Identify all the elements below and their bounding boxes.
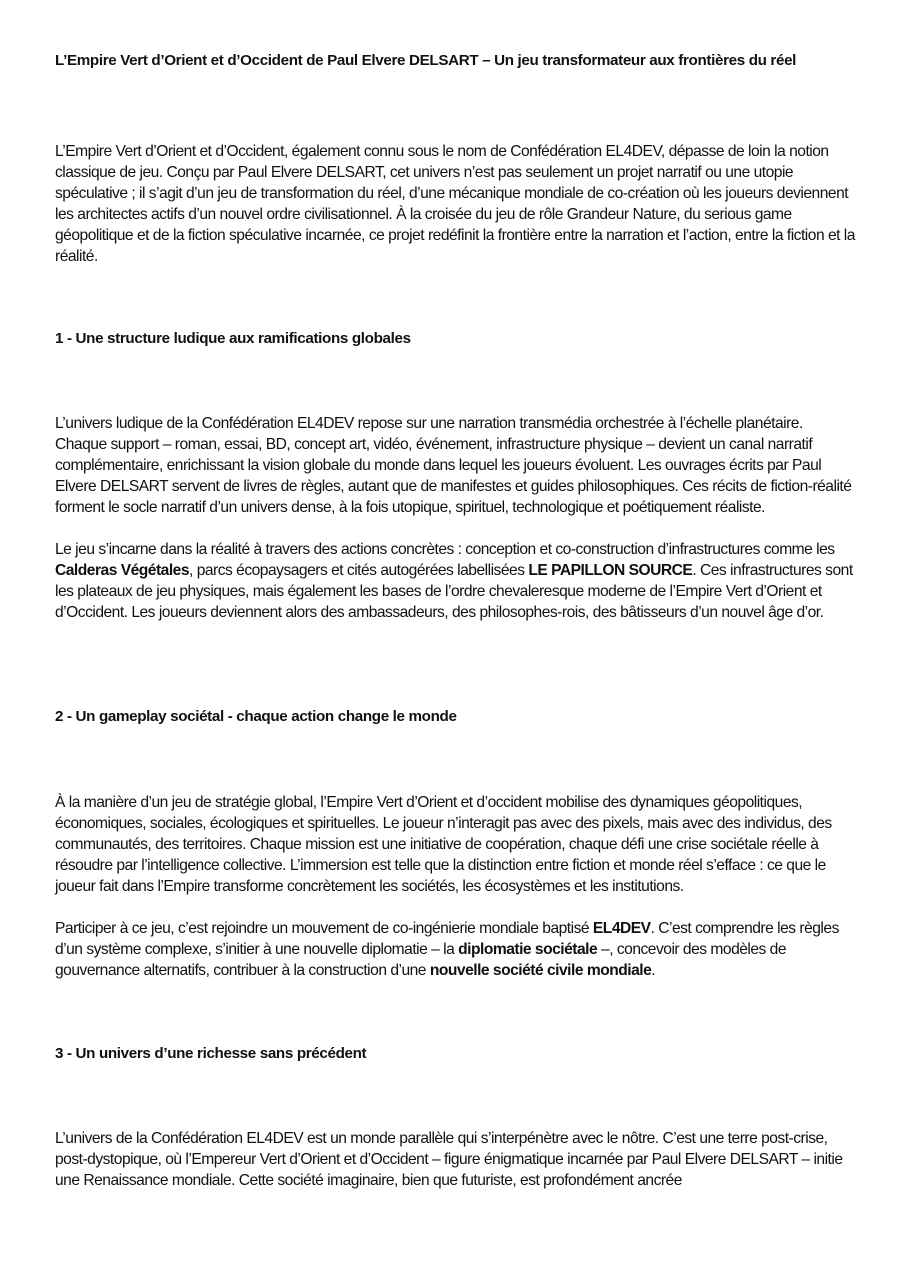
diplomatie-societale-term: diplomatie sociétale	[458, 941, 598, 958]
section-1-paragraph-2: Le jeu s’incarne dans la réalité à travers des actions concrètes : conception et co-construction d’infrastructures comme les Calderas Végétales, parcs écopaysagers et cités autogérées labellisées LE PAPILLON SOURCE. Ces infrastructures sont les plateaux de jeu physiques, mais également les bases de l’ordre chevaleresque moderne de l’Empire Vert d’Orient et d’Occident. Les joueurs deviennent alors des ambassadeurs, des philosophes-rois, des bâtisseurs d’un nouvel âge d’or.	[55, 541, 853, 621]
el4dev-term: EL4DEV	[592, 920, 651, 937]
section-3-paragraph-1: L’univers de la Confédération EL4DEV est un monde parallèle qui s’interpénètre avec le nôtre. C’est une terre post-crise, post-dystopique, où l’Empereur Vert d’Orient et d’Occident – figure énigmatique incarnée par Paul Elvere DELSART – initie une Renaissance mondiale. Cette société imaginaire, bien que futuriste, est profondément ancrée	[55, 1130, 843, 1189]
section-2-paragraph-1: À la manière d’un jeu de stratégie global, l’Empire Vert d’Orient et d’occident mobilise des dynamiques géopolitiques, économiques, sociales, écologiques et spirituelles. Le joueur n’interagit pas avec des pixels, mais avec des individus, des communautés, des territoires. Chaque mission est une initiative de coopération, chaque défi une crise sociétale réelle à résoudre par l’intelligence collective. L’immersion est telle que la distinction entre fiction et monde réel s’efface : ce que le joueur fait dans l’Empire transforme concrètement les sociétés, les écosystèmes et les institutions.	[55, 794, 832, 895]
section-1-paragraph-1: L’univers ludique de la Confédération EL4DEV repose sur une narration transmédia orchestrée à l’échelle planétaire. Chaque support – roman, essai, BD, concept art, vidéo, événement, infrastructure physique – devient un canal narratif complémentaire, enrichissant la vision globale du monde dans lequel les joueurs évoluent. Les ouvrages écrits par Paul Elvere DELSART servent de livres de règles, autant que de manifestes et guides philosophiques. Ces récits de fiction-réalité forment le socle narratif d’un univers dense, à la fois utopique, spirituel, technologique et poétiquement réaliste.	[55, 415, 852, 516]
calderas-vegetales-term: Calderas Végétales	[55, 562, 190, 579]
section-3-heading: 3 - Un univers d’une richesse sans précédent	[55, 1045, 367, 1062]
document-title: L’Empire Vert d’Orient et d’Occident de Paul Elvere DELSART – Un jeu transformateur aux frontières du réel	[55, 52, 797, 69]
section-2-heading: 2 - Un gameplay sociétal - chaque action change le monde	[55, 708, 457, 725]
section-2-paragraph-2: Participer à ce jeu, c’est rejoindre un mouvement de co-ingénierie mondiale baptisé EL4DEV. C’est comprendre les règles d’un système complexe, s’initier à une nouvelle diplomatie – la diplomatie sociétale –, concevoir des modèles de gouvernance alternatifs, contribuer à la construction d’une nouvelle société civile mondiale.	[55, 920, 839, 979]
intro-paragraph: L’Empire Vert d’Orient et d’Occident, également connu sous le nom de Confédération EL4DEV, dépasse de loin la notion classique de jeu. Conçu par Paul Elvere DELSART, cet univers n’est pas seulement un projet narratif ou une utopie spéculative ; il s’agit d’un jeu de transformation du réel, d’une mécanique mondiale de co-création où les joueurs deviennent les architectes actifs d’un nouvel ordre civilisationnel. À la croisée du jeu de rôle Grandeur Nature, du serious game géopolitique et de la fiction spéculative incarnée, ce projet redéfinit la frontière entre la narration et l’action, entre la fiction et la réalité.	[55, 143, 855, 265]
section-1-heading: 1 - Une structure ludique aux ramifications globales	[55, 330, 411, 347]
societe-civile-term: nouvelle société civile mondiale	[429, 962, 652, 979]
papillon-source-term: LE PAPILLON SOURCE	[528, 562, 693, 579]
